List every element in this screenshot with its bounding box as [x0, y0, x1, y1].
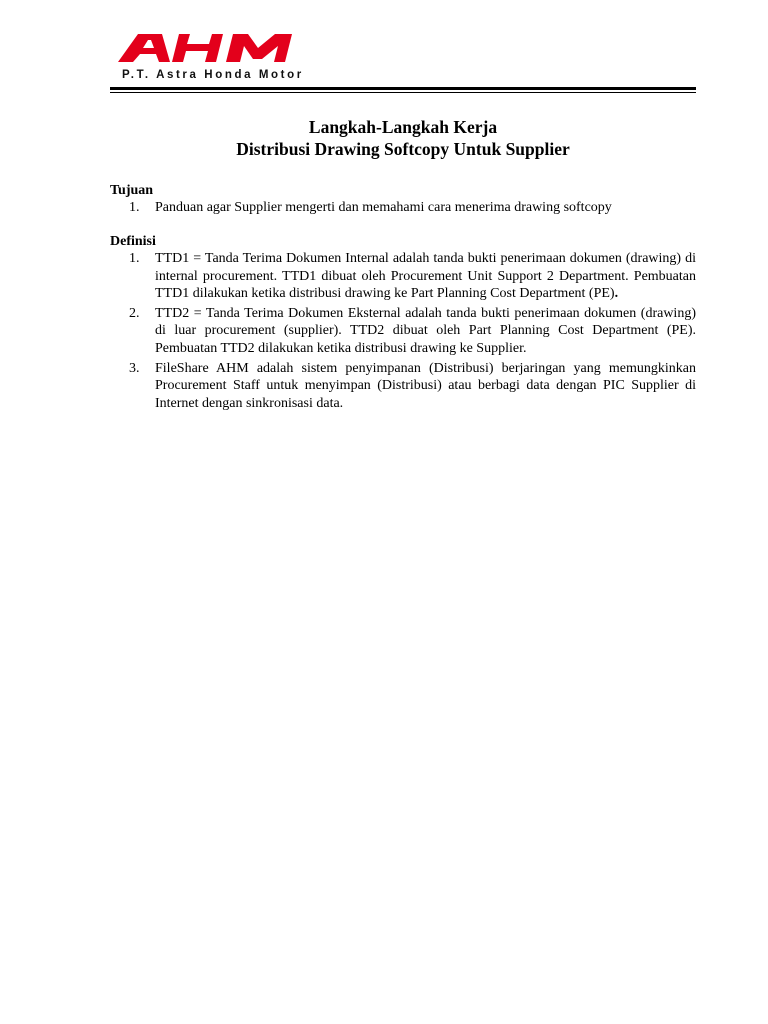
item-text: TTD1 = Tanda Terima Dokumen Internal adalah tanda bukti penerimaan dokumen (drawing) di internal procurement. TTD1 dibuat oleh Procurement Unit Support 2 Department. Pembuatan TTD1 dilakukan ketika distribusi drawing ke Part Planning Cost Department (PE) [155, 251, 696, 302]
logo-letter-h [172, 34, 223, 62]
header-divider-thick [110, 87, 696, 90]
item-number: 2. [129, 305, 140, 321]
title-line-2: Distribusi Drawing Softcopy Untuk Supplier [236, 139, 570, 159]
company-name: P.T. Astra Honda Motor [122, 69, 304, 81]
item-number: 1. [129, 200, 140, 215]
list-item [110, 305, 696, 358]
item-number: 1. [129, 251, 140, 266]
logo-letter-m [226, 34, 292, 62]
item-text-suffix: . [614, 286, 619, 302]
definisi-list [110, 250, 696, 414]
section-heading-tujuan: Tujuan [110, 183, 154, 198]
item-text: TTD2 = Tanda Terima Dokumen Eksternal adalah tanda bukti penerimaan dokumen (drawing) di luar procurement (supplier). TTD2 dibuat oleh Part Planning Cost Department (PE). Pembuatan TTD2 dilakukan ketika distribusi drawing ke Supplier. [155, 305, 696, 356]
header-divider-thin [110, 92, 696, 93]
document-title [110, 116, 696, 160]
list-item [110, 360, 696, 413]
list-item [110, 250, 696, 303]
ahm-logo-mark [110, 28, 310, 68]
title-line-1: Langkah-Langkah Kerja [308, 117, 498, 137]
list-item [110, 199, 696, 217]
company-logo [110, 28, 310, 84]
item-text: FileShare AHM adalah sistem penyimpanan (Distribusi) berjaringan yang memungkinkan Procurement Staff untuk menyimpan (Distribusi) atau berbagi data dengan PIC Supplier di Internet dengan sinkronisasi data. [155, 360, 696, 411]
item-number: 3. [129, 360, 140, 376]
tujuan-list [110, 199, 696, 217]
item-text: Panduan agar Supplier mengerti dan memahami cara menerima drawing softcopy [155, 200, 612, 215]
section-heading-definisi: Definisi [110, 234, 156, 249]
